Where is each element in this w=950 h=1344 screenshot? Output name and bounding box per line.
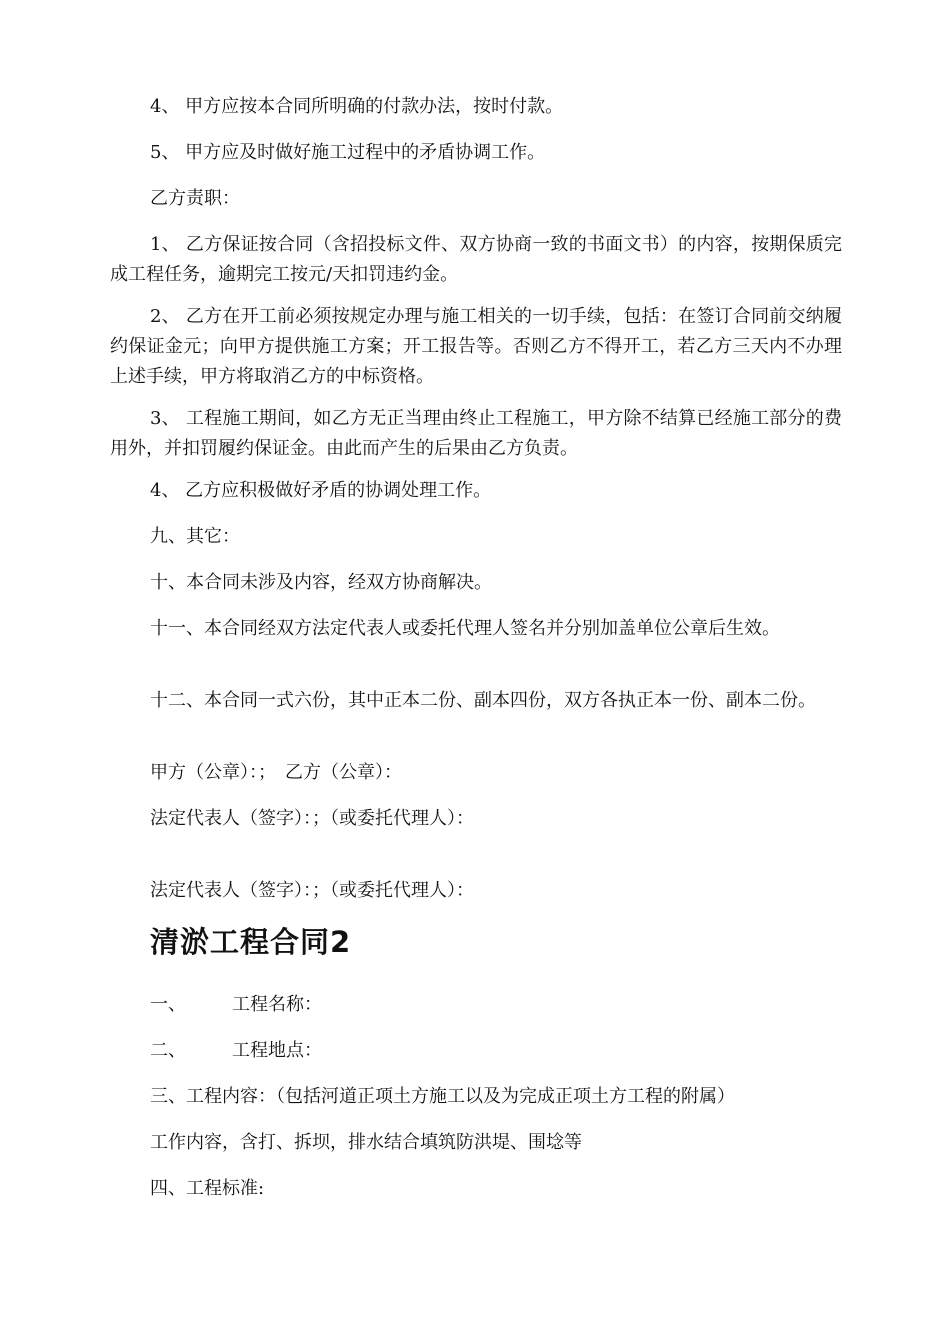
paragraph: 十二、本合同一式六份，其中正本二份、副本四份，双方各执正本一份、副本二份。: [150, 690, 816, 711]
paragraph: 三、工程内容：（包括河道正项土方施工以及为完成正项土方工程的附属）: [150, 1086, 735, 1107]
paragraph: 十、本合同未涉及内容，经双方协商解决。: [150, 572, 492, 593]
paragraph: 4、 乙方应积极做好矛盾的协调处理工作。: [150, 480, 492, 501]
list-item-number: 一、: [150, 994, 186, 1015]
signature-line: 甲方（公章）：； 乙方（公章）：: [150, 762, 402, 783]
paragraph: 1、 乙方保证按合同（含招投标文件、双方协商一致的书面文书）的内容，按期保质完成工程任务，逾期完工按元/天扣罚违约金。: [110, 234, 842, 285]
section-title: 清淤工程合同2: [150, 925, 352, 959]
paragraph: 工作内容，含打、拆坝，排水结合填筑防洪堤、围埝等: [150, 1132, 582, 1153]
paragraph: 十一、本合同经双方法定代表人或委托代理人签名并分别加盖单位公章后生效。: [150, 618, 780, 639]
paragraph: 九、其它：: [150, 526, 240, 547]
list-item-text: 工程地点：: [232, 1040, 322, 1061]
signature-line: 法定代表人（签字）：；（或委托代理人）：: [150, 808, 474, 829]
paragraph: 2、 乙方在开工前必须按规定办理与施工相关的一切手续，包括：在签订合同前交纳履约保证金元；向甲方提供施工方案；开工报告等。否则乙方不得开工，若乙方三天内不办理上述手续，甲方将取消乙方的中标资格。: [110, 306, 842, 387]
signature-line: 法定代表人（签字）：；（或委托代理人）：: [150, 880, 474, 901]
paragraph: 4、 甲方应按本合同所明确的付款办法，按时付款。: [150, 96, 564, 117]
paragraph: 乙方责职：: [150, 188, 240, 209]
paragraph: 5、 甲方应及时做好施工过程中的矛盾协调工作。: [150, 142, 546, 163]
list-item: [110, 1036, 842, 1066]
paragraph: 四、工程标准:: [150, 1178, 265, 1199]
list-item-number: 二、: [150, 1040, 186, 1061]
list-item: [110, 990, 842, 1020]
paragraph: 3、 工程施工期间，如乙方无正当理由终止工程施工，甲方除不结算已经施工部分的费用外，并扣罚履约保证金。由此而产生的后果由乙方负责。: [110, 408, 842, 459]
list-item-text: 工程名称：: [232, 994, 322, 1015]
